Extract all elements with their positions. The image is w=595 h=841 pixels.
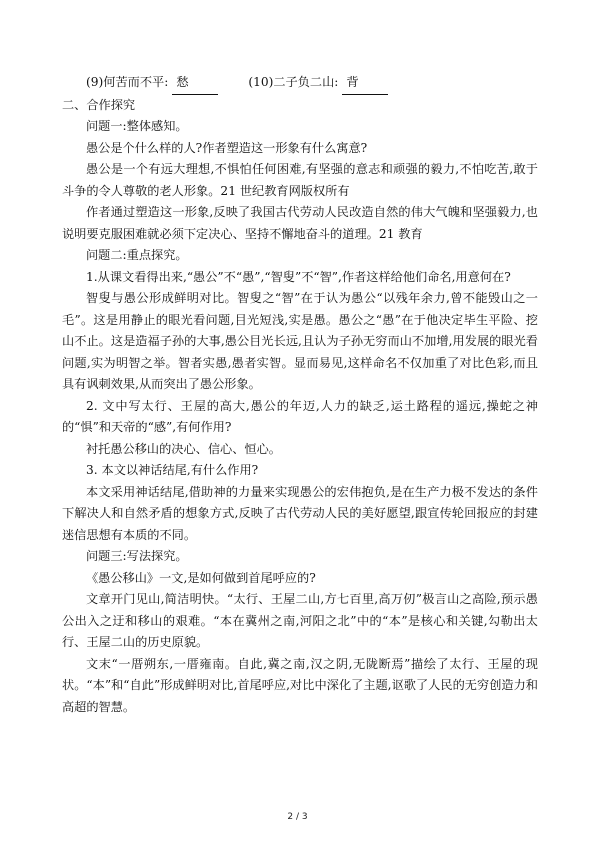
fill-answer-10: 背	[342, 72, 388, 95]
question-2-item-1: 1.从课文看得出来,“愚公”不“愚”,“智叟”不“智”,作者这样给他们命名,用意何在?	[86, 269, 511, 284]
question-2-answer-2: 衬托愚公移山的决心、信心、恒心。	[86, 441, 281, 456]
question-2-answer-3: 本文采用神话结尾,借助神的力量来实现愚公的宏伟抱负,是在生产力极不发达的条件下解决人和自然矛盾的想象方式,反映了古代劳动人民的美好愿望,跟宣传轮回报应的封建迷信思想有本质的不同。	[62, 484, 538, 542]
question-2-answer-1: 智叟与愚公形成鲜明对比。智叟之“智”在于认为愚公“以残年余力,曾不能毁山之一毛”。这是用静止的眼光看问题,目光短浅,实是愚。愚公之“愚”在于他决定毕生平险、挖山不止。这是造福子孙的大事,愚公目光长远,且认为子孙无穷而山不加增,用发展的眼光看问题,实为明智之举。智者实愚,愚者实智。显而易见,这样命名不仅加重了对比色彩,而且具有讽刺效果,从而突出了愚公形象。	[62, 291, 538, 391]
page-number: 2 / 3	[287, 812, 308, 822]
question-3-text: 《愚公移山》一文,是如何做到首尾呼应的?	[86, 570, 316, 585]
section-title: 二、合作探究	[62, 97, 136, 112]
fill-in-row	[62, 72, 538, 95]
question-3-title: 问题三:写法探究。	[86, 549, 188, 563]
fill-answer-9: 愁	[172, 72, 218, 95]
fill-prompt-9: (9)何苦而不平:	[86, 75, 169, 89]
question-1-title: 问题一:整体感知。	[86, 119, 188, 133]
question-2-item-2: 2. 文中写太行、王屋的高大,愚公的年迈,人力的缺乏,运土路程的遥远,操蛇之神的“惧”和天帝的“感”,有何作用?	[62, 398, 538, 434]
fill-prompt-10: (10)二子负二山:	[248, 75, 339, 89]
question-3-answer-a: 文章开门见山,简洁明快。“太行、王屋二山,方七百里,高万仞”极言山之高险,预示愚公出入之迂和移山的艰难。“本在冀州之南,河阳之北”中的“本”是核心和关键,勾勒出太行、王屋二山的历史原貌。	[62, 592, 538, 649]
question-1-answer-b: 作者通过塑造这一形象,反映了我国古代劳动人民改造自然的伟大气魄和坚强毅力,也说明要克服困难就必须下定决心、坚持不懈地奋斗的道理。21 教育	[62, 205, 538, 241]
question-2-item-3: 3. 本文以神话结尾,有什么作用?	[86, 463, 259, 477]
question-1-answer-a: 愚公是一个有远大理想,不惧怕任何困难,有坚强的意志和顽强的毅力,不怕吃苦,敢于斗争的令人尊敬的老人形象。21 世纪教育网版权所有	[62, 162, 538, 198]
document-body	[62, 72, 538, 718]
question-2-title: 问题二:重点探究。	[86, 248, 188, 262]
question-3-answer-b: 文末“一厝朔东,一厝雍南。自此,冀之南,汉之阴,无陇断焉”描绘了太行、王屋的现状。“本”和“自此”形成鲜明对比,首尾呼应,对比中深化了主题,讴歌了人民的无穷创造力和高超的智慧。	[62, 656, 538, 714]
question-1-text: 愚公是个什么样的人?作者塑造这一形象有什么寓意?	[86, 140, 368, 155]
